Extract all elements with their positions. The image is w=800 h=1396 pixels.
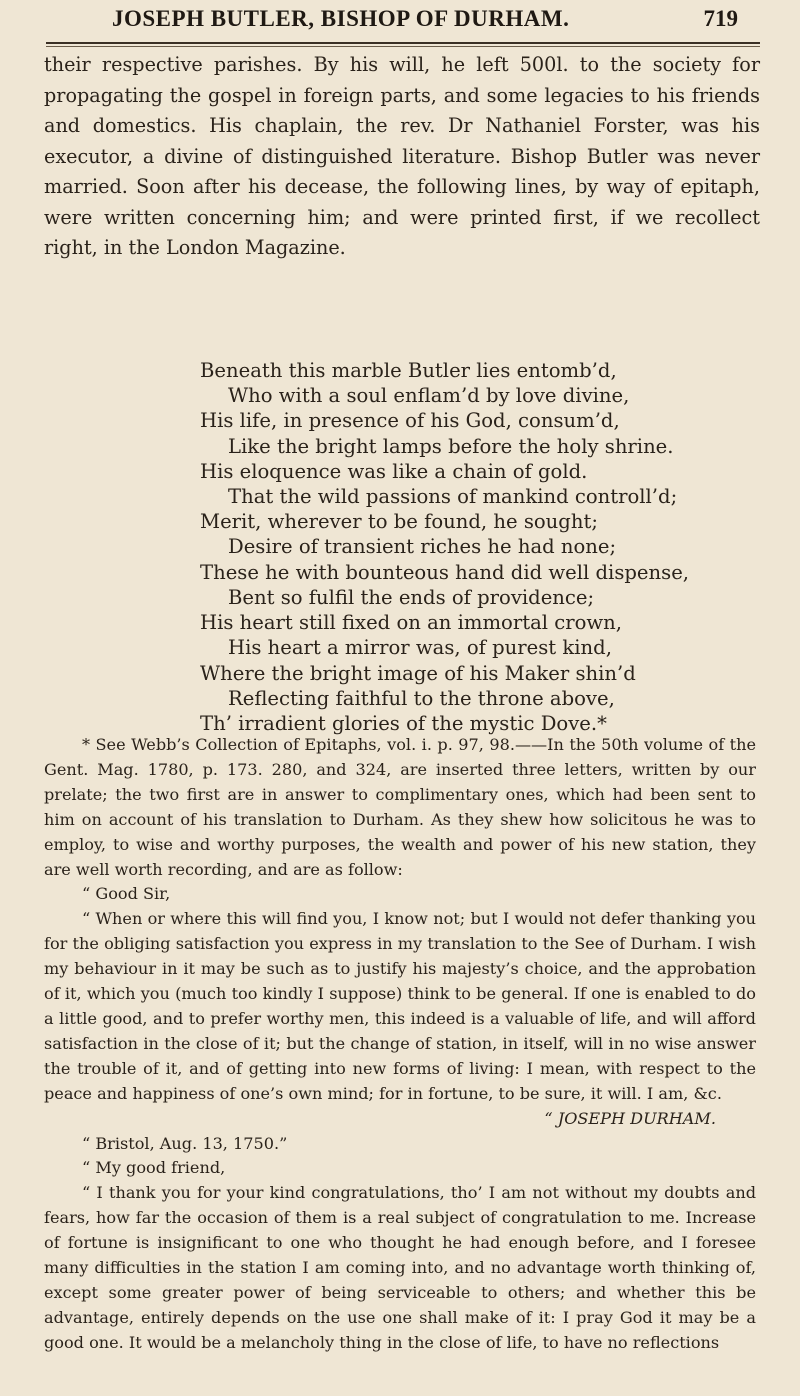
page-number: 719 — [703, 6, 738, 31]
letter-salutation: “ My good friend, — [82, 1158, 226, 1178]
footnote-paragraph: * See Webb’s Collection of Epitaphs, vol. i. p. 97, 98.——In the 50th volume of the Gent. Mag. 1780, p. 173. 280, and 324, are inserted three letters, written by our prelate; the two first are in answer to complimentary ones, which had been sent to him on account of his translation to Durham. As they shew how solicitous he was to employ, to wise and worthy purposes, the wealth and power of his new station, they are well worth recording, and are as follow: — [44, 735, 756, 879]
poem-line: These he with bounteous hand did well dispense, — [200, 561, 690, 584]
intro-paragraph: their respective parishes. By his will, he left 500l. to the society for propagating the gospel in foreign parts, and some legacies to his friends and domestics. His chaplain, the rev. Dr Nathaniel Forster, was his executor, a divine of distinguished literature. Bishop Butler was never married. Soon after his decease, the following lines, by way of epitaph, were written concerning him; and were printed first, if we recollect right, in the London Magazine. — [44, 53, 760, 259]
poem-line: His heart a mirror was, of purest kind, — [228, 636, 612, 659]
header-rule — [46, 42, 760, 44]
poem-line: Th’ irradient glories of the mystic Dove.* — [200, 712, 607, 735]
footnote-section — [44, 733, 756, 1356]
poem-line: Beneath this marble Butler lies entomb’d, — [200, 359, 617, 382]
letter-body: “ When or where this will find you, I know not; but I would not defer thanking you for the obliging satisfaction you express in my translation to the See of Durham. I wish my behaviour in it may be such as to justify his majesty’s choice, and the approbation of it, which you (much too kindly I suppose) think to be general. If one is enabled to do a little good, and to prefer worthy men, this indeed is a valuable of life, and will afford satisfaction in the close of it; but the change of station, in itself, will in no wise answer the trouble of it, and of getting into new forms of living: I mean, with respect to the peace and happiness of one’s own mind; for in fortune, to be sure, it will. I am, &c. — [44, 909, 756, 1103]
letter-salutation: “ Good Sir, — [82, 884, 171, 904]
poem-line: Where the bright image of his Maker shin’d — [200, 662, 636, 685]
letter-signature: “ JOSEPH DURHAM. — [544, 1108, 716, 1128]
poem-line: His life, in presence of his God, consum’d, — [200, 409, 620, 432]
poem-line: Reflecting faithful to the throne above, — [228, 687, 615, 710]
poem-line: His eloquence was like a chain of gold. — [200, 460, 588, 483]
poem-line: That the wild passions of mankind controll’d; — [228, 485, 678, 508]
letter-dateline: “ Bristol, Aug. 13, 1750.” — [82, 1133, 288, 1153]
letter-body: “ I thank you for your kind congratulations, tho’ I am not without my doubts and fears, how far the occasion of them is a real subject of congratulation to me. Increase of fortune is insignificant to one who thought he had enough before, and I foresee many difficulties in the station I am coming into, and no advantage worth thinking of, except some greater power of being serviceable to others; and whether this be advantage, entirely depends on the use one shall make of it: I pray God it may be a good one. It would be a melancholy thing in the close of life, to have no reflections — [44, 1183, 756, 1352]
poem-line: Desire of transient riches he had none; — [228, 535, 617, 558]
poem-line: Merit, wherever to be found, he sought; — [200, 510, 598, 533]
running-title: JOSEPH BUTLER, BISHOP OF DURHAM. — [112, 6, 570, 31]
poem-line: Bent so fulfil the ends of providence; — [228, 586, 595, 609]
header-rule-thin — [46, 46, 760, 47]
poem-line: Who with a soul enflam’d by love divine, — [228, 384, 630, 407]
running-head — [0, 6, 800, 36]
poem-line: Like the bright lamps before the holy shrine. — [228, 435, 674, 458]
poem-line: His heart still fixed on an immortal crown, — [200, 611, 623, 634]
